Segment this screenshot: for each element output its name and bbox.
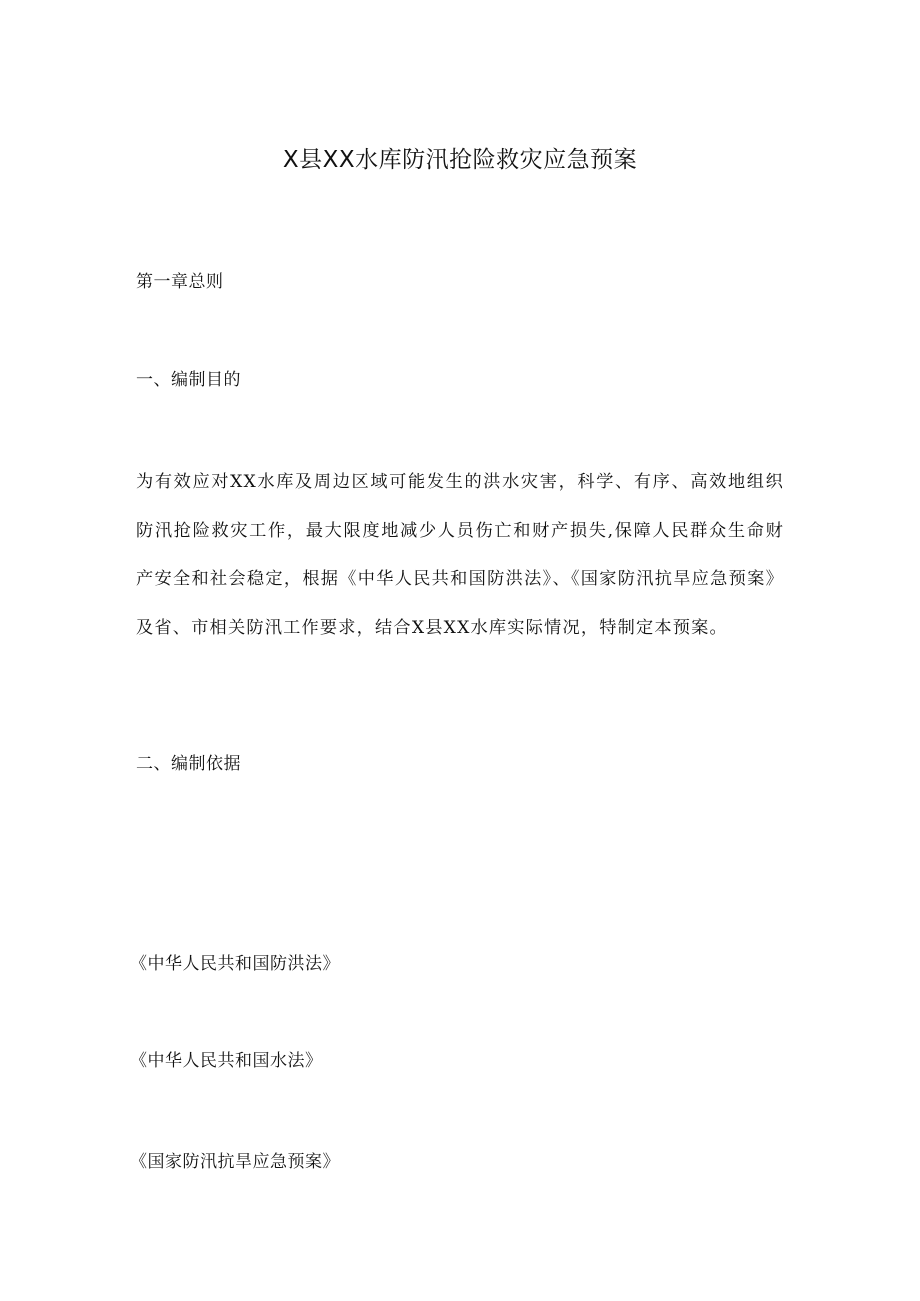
section2-heading: 二、编制依据 — [136, 754, 241, 774]
chapter-heading: 第一章总则 — [136, 272, 224, 292]
section1-heading: 一、编制目的 — [136, 370, 241, 390]
reference-item-flood-control-law: 《中华人民共和国防洪法》 — [130, 954, 340, 974]
document-title: X县XX水库防汛抢险救灾应急预案 — [282, 147, 638, 173]
reference-item-water-law: 《中华人民共和国水法》 — [130, 1051, 323, 1071]
section1-paragraph: 为有效应对XX水库及周边区域可能发生的洪水灾害，科学、有序、高效地组织防汛抢险救灾工作，最大限度地减少人员伤亡和财产损失,保障人民群众生命财产安全和社会稳定，根据《中华人民共和国防洪法》、《国家防汛抗旱应急预案》及省、市相关防汛工作要求，结合X县XX水库实际情况，特制定本预案。 — [136, 472, 784, 638]
reference-item-national-plan: 《国家防汛抗旱应急预案》 — [130, 1152, 340, 1172]
